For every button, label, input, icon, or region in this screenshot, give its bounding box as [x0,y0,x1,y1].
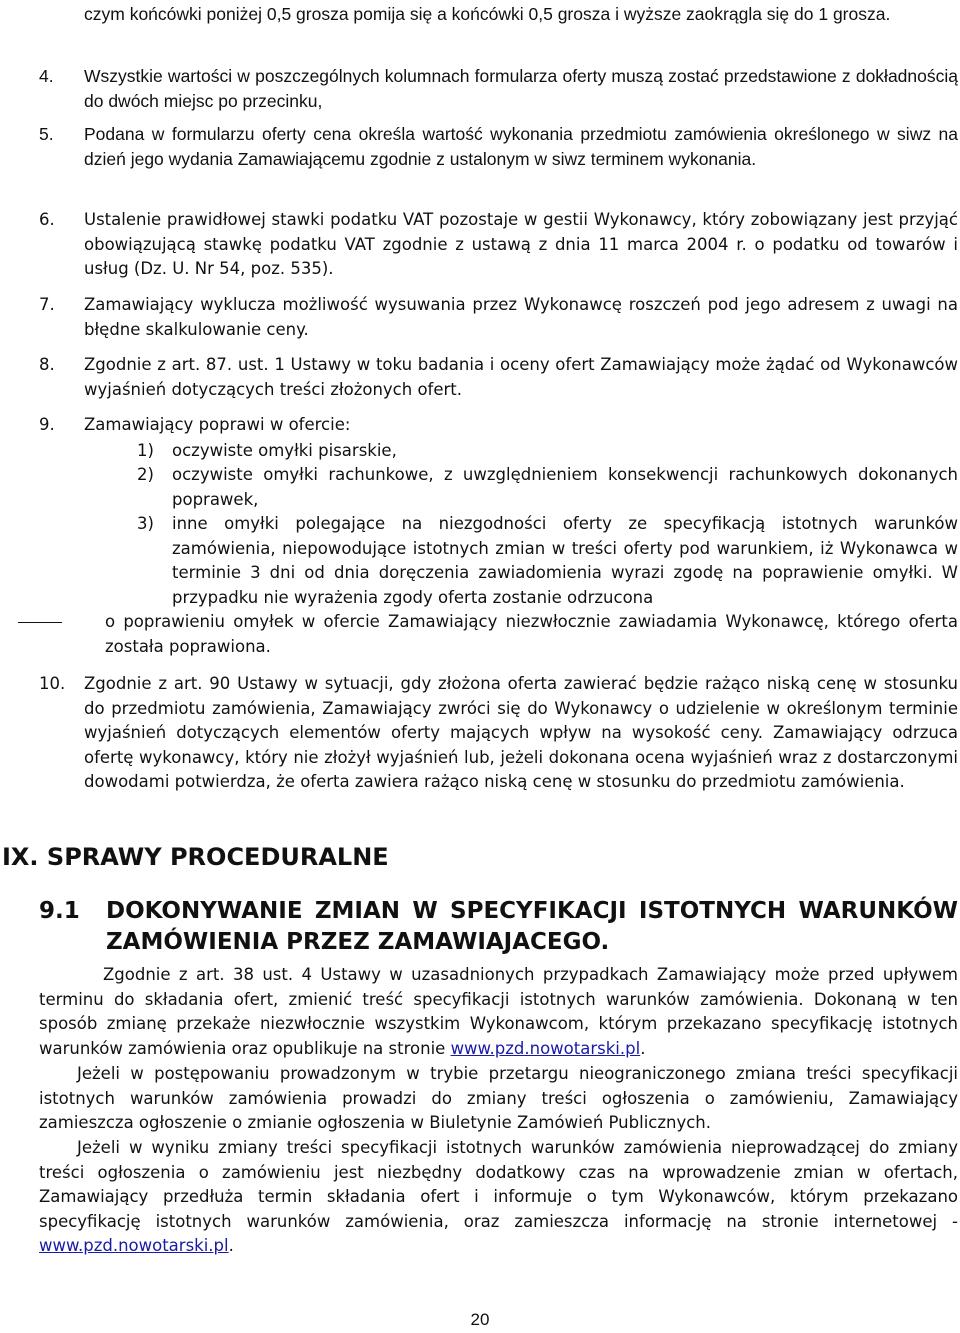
dash-item-text: o poprawieniu omyłek w ofercie Zamawiający niezwłocznie zawiadamia Wykonawcę, którego oferta została poprawiona. [105,612,958,656]
subitem-2-number: 2) [137,465,154,484]
subitem-3-number: 3) [137,514,154,533]
subsection-number: 9.1 [39,898,80,924]
website-link[interactable]: www.pzd.nowotarski.pl [450,1038,641,1058]
item-10-number: 10. [39,674,66,693]
section-heading: IX. SPRAWY PROCEDURALNE [2,843,389,871]
item-4-text: Wszystkie wartości w poszczególnych kolumnach formularza oferty muszą zostać przedstawione z dokładnością do dwóch miejsc po przecinku, [84,66,958,111]
dash-bullet [18,622,62,623]
paragraph-1: Zgodnie z art. 38 ust. 4 Ustawy w uzasadnionych przypadkach Zamawiający może przed upływem terminu do składania ofert, zmienić treść specyfikacji istotnych warunków zamówienia. Dokonaną w ten sposób zmianę przekaże niezwłocznie wszystkim Wykonawcom, którym przekazano specyfikację istotnych warunków zamówienia oraz opublikuje na stronie www.pzd.nowotarski.pl. [39,965,958,1058]
item-9-text: Zamawiający poprawi w ofercie: [84,415,351,434]
item-4-number: 4. [39,66,54,86]
subitem-2-text: oczywiste omyłki rachunkowe, z uwzględnieniem konsekwencji rachunkowych dokonanych poprawek, [172,465,958,509]
item-5-text: Podana w formularzu oferty cena określa wartość wykonania przedmiotu zamówienia określonego w siwz na dzień jego wydania Zamawiającemu zgodnie z ustalonym w siwz terminem wykonania. [84,124,958,169]
paragraph-2 [39,1062,958,1136]
item-6-text: Ustalenie prawidłowej stawki podatku VAT pozostaje w gestii Wykonawcy, który zobowiązany jest przyjąć obowiązującą stawkę podatku VAT zgodnie z ustawą z dnia 11 marca 2004 r. o podatku od towarów i usług (Dz. U. Nr 54, poz. 535). [84,210,958,278]
paragraph-3: Jeżeli w wyniku zmiany treści specyfikacji istotnych warunków zamówienia nieprowadzącej do zmiany treści ogłoszenia o zamówieniu jest niezbędny dodatkowy czas na wprowadzenie zmian w ofertach, Zamawiający przedłuża termin składania ofert i informuje o tym Wykonawców, którym przekazano specyfikację istotnych warunków zamówienia, oraz zamieszcza informację na stronie internetowej - www.pzd.nowotarski.pl. [39,1138,958,1255]
subitem-1-number: 1) [137,441,154,460]
paragraph-3-text: Jeżeli w wyniku zmiany treści specyfikacji istotnych warunków zamówienia nieprowadzącej do zmiany treści ogłoszenia o zamówieniu jest niezbędny dodatkowy czas na wprowadzenie zmian w ofertach, Zamawiający przedłuża termin składania ofert i informuje o tym Wykonawców, którym przekazano specyfikację istotnych warunków zamówienia, oraz zamieszcza informację na stronie internetowej - [39,1138,958,1231]
item-9-number: 9. [39,415,55,434]
item-8-number: 8. [39,355,55,374]
page-number: 20 [470,1310,490,1329]
subitem-1-text: oczywiste omyłki pisarskie, [172,441,397,460]
item-8-text: Zgodnie z art. 87. ust. 1 Ustawy w toku badania i oceny ofert Zamawiający może żądać od Wykonawców wyjaśnień dotyczących treści złożonych ofert. [84,355,958,399]
intro-continuation: czym końcówki poniżej 0,5 grosza pomija się a końcówki 0,5 grosza i wyższe zaokrągla się do 1 grosza. [84,4,891,24]
item-7-number: 7. [39,295,55,314]
item-5-number: 5. [39,124,54,144]
website-link-2[interactable]: www.pzd.nowotarski.pl [39,1236,229,1255]
paragraph-2-text: Jeżeli w postępowaniu prowadzonym w trybie przetargu nieograniczonego zmiana treści specyfikacji istotnych warunków zamówienia prowadzi do zmiany treści ogłoszenia o zamówieniu, Zamawiający zamieszcza ogłoszenie o zmianie ogłoszenia w Biuletynie Zamówień Publicznych. [39,1064,958,1132]
subsection-title: DOKONYWANIE ZMIAN W SPECYFIKACJI ISTOTNYCH WARUNKÓW ZAMÓWIENIA PRZEZ ZAMAWIAJACEGO. [106,898,958,955]
subsection-heading [39,896,958,958]
item-10-text: Zgodnie z art. 90 Ustawy w sytuacji, gdy złożona oferta zawierać będzie rażąco niską cenę w stosunku do przedmiotu zamówienia, Zamawiający zwróci się do Wykonawcy o udzielenie w określonym terminie wyjaśnień dotyczących elementów oferty mających wpływ na wysokość ceny. Zamawiający odrzuca ofertę wykonawcy, który nie złożył wyjaśnień lub, jeżeli dokonana ocena wyjaśnień wraz z dostarczonymi dowodami potwierdza, że oferta zawiera rażąco niską cenę w stosunku do przedmiotu zamówienia. [84,674,958,791]
item-6-number: 6. [39,210,55,229]
paragraph-1-text: Zgodnie z art. 38 ust. 4 Ustawy w uzasadnionych przypadkach Zamawiający może przed upływem terminu do składania ofert, zmienić treść specyfikacji istotnych warunków zamówienia. Dokonaną w ten sposób zmianę przekaże niezwłocznie wszystkim Wykonawcom, którym przekazano specyfikację istotnych warunków zamówienia oraz opublikuje na stronie [39,965,958,1058]
subitem-3-text: inne omyłki polegające na niezgodności oferty ze specyfikacją istotnych warunków zamówienia, niepowodujące istotnych zmian w treści oferty pod warunkiem, iż Wykonawca w terminie 3 dni od dnia doręczenia zawiadomienia wyrazi zgodę na poprawienie omyłki. W przypadku nie wyrażenia zgody oferta zostanie odrzucona [172,514,958,607]
item-7-text: Zamawiający wyklucza możliwość wysuwania przez Wykonawcę roszczeń pod jego adresem z uwagi na błędne skalkulowanie ceny. [84,295,958,339]
